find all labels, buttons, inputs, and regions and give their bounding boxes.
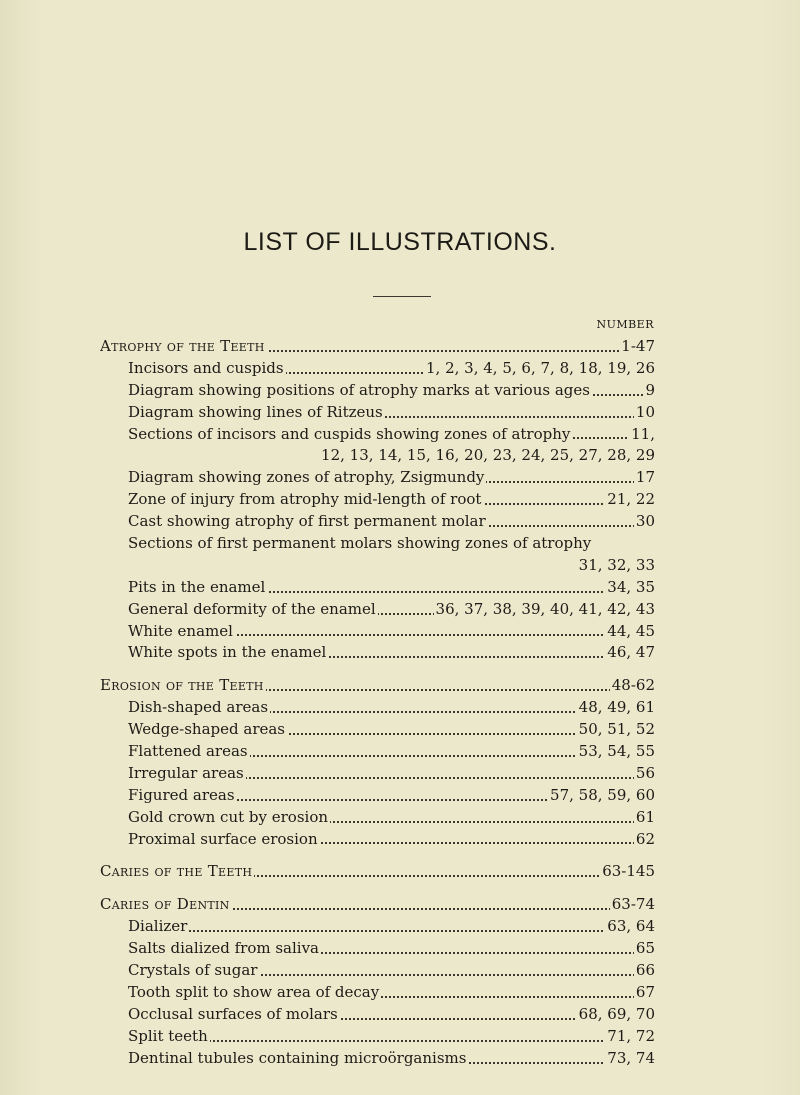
figure-numbers: 50, 51, 52	[577, 719, 655, 741]
figure-numbers: 63-145	[600, 861, 655, 883]
figure-numbers: 68, 69, 70	[577, 1004, 655, 1026]
page-title: LIST OF ILLUSTRATIONS.	[243, 228, 557, 256]
list-item	[100, 938, 655, 960]
entry-label: Diagram showing positions of atrophy marks at various ages	[128, 380, 590, 399]
figure-numbers: 34, 35	[605, 577, 655, 599]
figure-numbers: 21, 22	[605, 489, 655, 511]
figure-numbers: 10	[634, 402, 655, 424]
entry-label: White spots in the enamel	[128, 643, 327, 662]
list-item	[100, 1004, 655, 1026]
figure-numbers: 71, 72	[605, 1026, 655, 1048]
list-item	[100, 785, 655, 807]
list-item	[100, 916, 655, 938]
entry-label: White enamel	[128, 621, 233, 640]
list-item	[100, 621, 655, 643]
illustrations-list	[100, 336, 655, 1070]
entry-label: Salts dialized from saliva	[128, 939, 319, 958]
entry-label: Caries of Dentin	[100, 895, 230, 914]
figure-numbers: 53, 54, 55	[577, 741, 655, 763]
figure-numbers: 1-47	[619, 336, 655, 358]
figure-numbers: 57, 58, 59, 60	[548, 785, 655, 807]
entry-label: Sections of incisors and cuspids showing zones of atrophy	[128, 424, 571, 443]
figure-numbers: 66	[634, 960, 655, 982]
figure-numbers: 48-62	[610, 675, 655, 697]
entry-label: Tooth split to show area of decay	[128, 982, 380, 1001]
entry-label: Incisors and cuspids	[128, 358, 284, 377]
figure-numbers: 31, 32, 33	[578, 555, 655, 574]
list-item	[100, 829, 655, 851]
figure-numbers: 62	[634, 829, 655, 851]
section-entry	[100, 894, 655, 916]
entry-label: Gold crown cut by erosion	[128, 807, 329, 826]
list-item	[100, 960, 655, 982]
entry-label: Atrophy of the Teeth	[100, 337, 265, 355]
list-item	[100, 424, 655, 446]
figure-numbers: 36, 37, 38, 39, 40, 41, 42, 43	[434, 599, 655, 621]
entry-label: Caries of the Teeth	[100, 862, 253, 881]
list-item	[100, 807, 655, 829]
entry-label: Occlusal surfaces of molars	[128, 1004, 338, 1023]
entry-label: Irregular areas	[128, 763, 244, 782]
figure-numbers: 67	[634, 982, 655, 1004]
entry-label: Flattened areas	[128, 742, 248, 761]
figure-numbers: 44, 45	[605, 621, 655, 643]
list-item	[100, 577, 655, 599]
entry-label: Pits in the enamel	[128, 577, 266, 596]
section-entry	[100, 675, 655, 697]
figure-numbers: 30	[634, 511, 655, 533]
entry-label: Diagram showing zones of atrophy, Zsigmundy	[128, 468, 485, 487]
section-entry	[100, 336, 655, 358]
entry-label: Figured areas	[128, 785, 235, 804]
list-item	[100, 741, 655, 763]
list-item	[100, 763, 655, 785]
entry-label: General deformity of the enamel	[128, 599, 376, 618]
figure-numbers: 48, 49, 61	[577, 697, 655, 719]
entry-label: Dish-shaped areas	[128, 698, 269, 717]
list-item	[100, 533, 655, 555]
entry-label: Zone of injury from atrophy mid-length of root	[128, 490, 482, 509]
list-item	[100, 1048, 655, 1070]
entry-label: Wedge-shaped areas	[128, 720, 286, 739]
entry-label: Diagram showing lines of Ritzeus	[128, 402, 383, 421]
entry-label: Proximal surface erosion	[128, 829, 318, 848]
title-rule	[373, 296, 431, 297]
list-item	[100, 642, 655, 664]
list-item	[100, 402, 655, 424]
continuation-line	[100, 555, 655, 577]
figure-numbers: 17	[634, 467, 655, 489]
list-item	[100, 511, 655, 533]
entry-label: Split teeth	[128, 1026, 208, 1045]
section-entry	[100, 861, 655, 883]
entry-label: Erosion of the Teeth	[100, 676, 264, 695]
figure-numbers: 65	[634, 938, 655, 960]
dot-leader	[128, 930, 655, 932]
list-item	[100, 380, 655, 402]
list-item	[100, 358, 655, 380]
entry-label: Sections of first permanent molars showing zones of atrophy	[128, 534, 592, 553]
entry-label: Crystals of sugar	[128, 961, 258, 980]
list-item	[100, 982, 655, 1004]
list-item	[100, 467, 655, 489]
figure-numbers: 11,	[629, 424, 655, 446]
figure-numbers: 63, 64	[605, 916, 655, 938]
figure-numbers: 61	[634, 807, 655, 829]
list-item	[100, 1026, 655, 1048]
entry-label: Dializer	[128, 917, 188, 936]
list-item	[100, 599, 655, 621]
figure-numbers: 56	[634, 763, 655, 785]
list-item	[100, 719, 655, 741]
figure-numbers: 12, 13, 14, 15, 16, 20, 23, 24, 25, 27, 28, 29	[321, 446, 655, 465]
continuation-line	[100, 445, 655, 467]
figure-numbers: 1, 2, 3, 4, 5, 6, 7, 8, 18, 19, 26	[424, 358, 655, 380]
entry-label: Dentinal tubules containing microörganisms	[128, 1048, 467, 1067]
list-item	[100, 489, 655, 511]
figure-numbers: 46, 47	[605, 642, 655, 664]
figure-numbers: 73, 74	[605, 1048, 655, 1070]
figure-numbers: 9	[643, 380, 655, 402]
column-header-number: NUMBER	[596, 318, 654, 331]
list-item	[100, 697, 655, 719]
figure-numbers: 63-74	[610, 894, 655, 916]
entry-label: Cast showing atrophy of first permanent molar	[128, 512, 486, 531]
